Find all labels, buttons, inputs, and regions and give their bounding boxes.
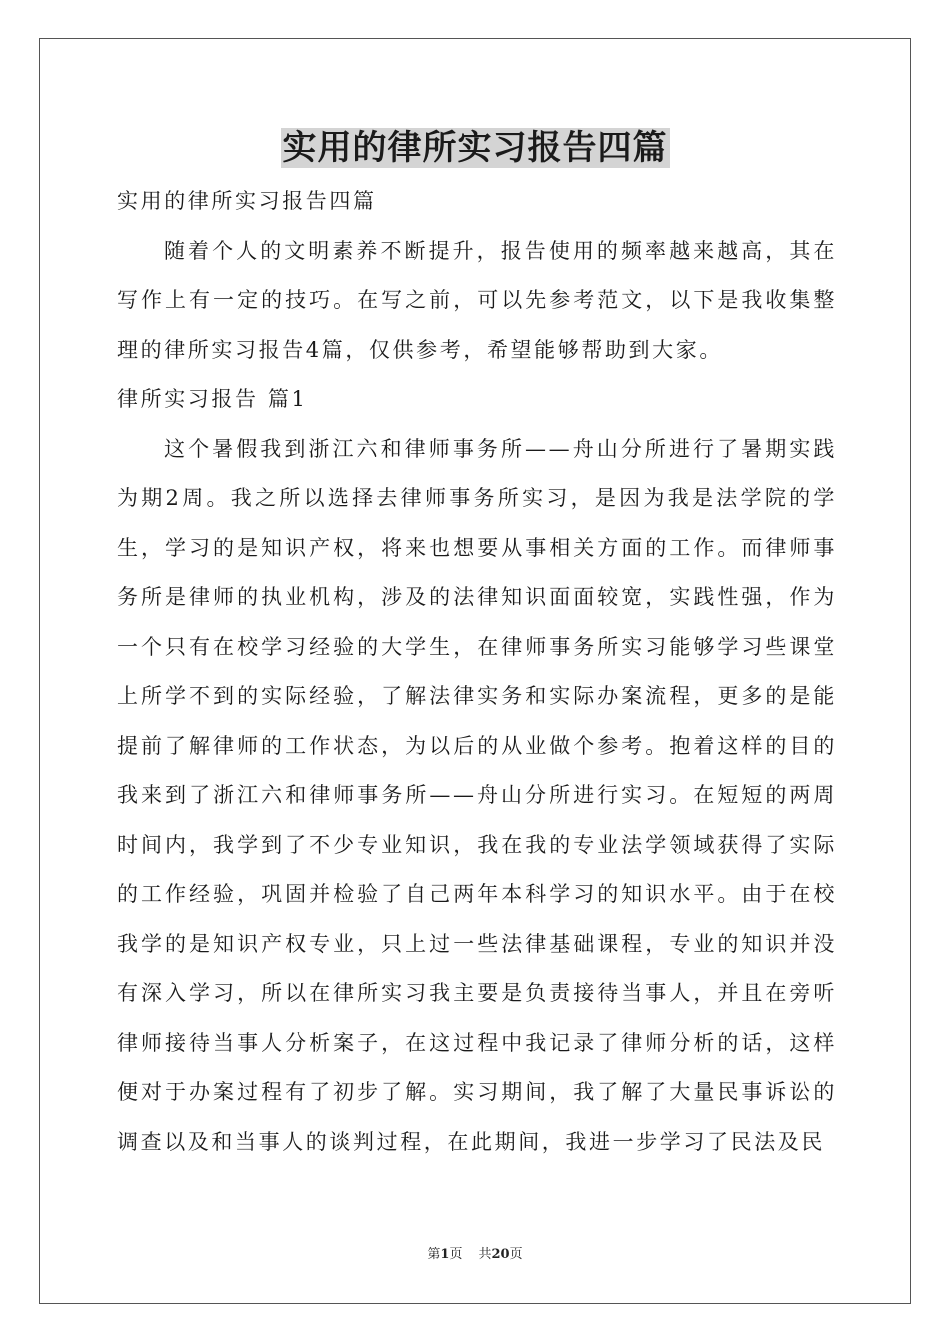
page-footer [0,1246,950,1264]
document-subtitle: 实用的律所实习报告四篇 [117,189,377,213]
page-number: 1 [440,1247,450,1262]
section-paragraph: 这个暑假我到浙江六和律师事务所——舟山分所进行了暑期实践为期2周。我之所以选择去律师事务所实习，是因为我是法学院的学生，学习的是知识产权，将来也想要从事相关方面的工作。而律师事务所是律师的执业机构，涉及的法律知识面面较宽，实践性强，作为一个只有在校学习经验的大学生，在律师事务所实习能够学习些课堂上所学不到的实际经验，了解法律实务和实际办案流程，更多的是能提前了解律师的工作状态，为以后的从业做个参考。抱着这样的目的我来到了浙江六和律师事务所——舟山分所进行实习。在短短的两周时间内，我学到了不少专业知识，我在我的专业法学领域获得了实际的工作经验，巩固并检验了自己两年本科学习的知识水平。由于在校我学的是知识产权专业，只上过一些法律基础课程，专业的知识并没有深入学习，所以在律所实习我主要是负责接待当事人，并且在旁听律师接待当事人分析案子，在这过程中我记录了律师分析的话，这样便对于办案过程有了初步了解。实习期间，我了解了大量民事诉讼的调查以及和当事人的谈判过程，在此期间，我进一步学习了民法及民 [117,436,837,1154]
intro-paragraph: 随着个人的文明素养不断提升，报告使用的频率越来越高，其在写作上有一定的技巧。在写之前，可以先参考范文，以下是我收集整理的律所实习报告4篇，仅供参考，希望能够帮助到大家。 [117,238,837,362]
total-prefix: 共 [478,1247,492,1262]
page-suffix: 页 [449,1247,463,1262]
document-title-text: 实用的律所实习报告四篇 [282,128,668,168]
total-suffix: 页 [509,1247,523,1262]
total-pages: 20 [491,1247,510,1262]
section-heading: 律所实习报告 篇1 [117,387,308,411]
document-body [117,177,837,1167]
document-title [0,124,950,172]
page-prefix: 第 [427,1247,441,1262]
